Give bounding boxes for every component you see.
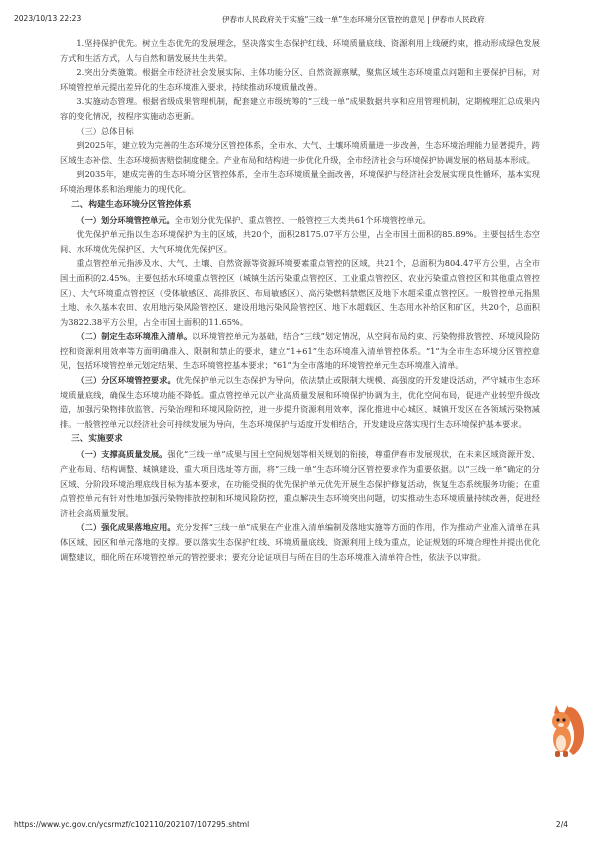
subsection-5	[60, 520, 540, 564]
section-heading-2: 二、构建生态环境分区管控体系	[71, 199, 192, 210]
page-number: 2/4	[555, 820, 568, 829]
section-heading-3: 三、实施要求	[71, 434, 123, 445]
page-title: 伊春市人民政府关于实施“三线一单”生态环境分区管控的意见 | 伊春市人民政府	[222, 15, 485, 24]
subsection-3-text: 优先保护单元以生态保护为导向，依法禁止或限制大规模、高强度的开发建设活动，严守城市生态环境质量底线，确保生态环境功能不降低。重点管控单元以产业高质量发展和环境保护协调为主，优化空间布局，促进产业转型升级改造，加强污染物排放监管、污染治理和环境风险防控，进一步提升资源利用效率，深化推进中心城区、城镇开发区在各领域污染物减排。一般管控单元以经济社会可持续发展为导向，生态环境保护与适度开发相结合，开发建设应落实现行生态环境保护基本要求。	[60, 375, 540, 429]
key-control-paragraph: 重点管控单元指涉及水、大气、土壤、自然资源等资源环境要素重点管控的区域，共21个，总面积为804.47平方公里，占全市国土面积的2.45%。主要包括水环境重点管控区（城镇生活污染重点管控区、工业重点管控区、农业污染重点管控区和其他重点管控区）、大气环境重点管控区（受体敏感区、高排放区、布局敏感区）、高污染燃料禁燃区及地下水超采重点管控区。一般管控单元指黑土地、永久基本农田、农用地污染风险管控区、建设用地污染风险管控区、地下水超载区、生态用水补给区和矿区，共20个，总面积为3822.38平方公里，占全市国土面积的11.65%。	[60, 258, 540, 327]
goal-2025: 到2025年，建立较为完善的生态环境分区管控体系，全市水、大气、土壤环境质量进一步改善，生态环境治理能力显著提升，跨区域生态补偿、生态环境损害赔偿制度健全。产业布局和结构进一步优化升级，全市经济社会与环境保护协调发展的格局基本形成。	[60, 140, 540, 165]
subsection-3-title: （三）分区环境管控要求。	[76, 375, 176, 386]
article-body	[60, 36, 540, 564]
principle-3: 3.实施动态管理。根据省级成果管理机制，配套建立市级统筹的“三线一单”成果数据共享和应用管理机制，定期梳理汇总成果内容的变化情况，按程序实施动态更新。	[60, 96, 540, 121]
subsection-5-title: （二）强化成果落地应用。	[76, 522, 176, 533]
subsection-2-title: （二）制定生态环境准入清单。	[76, 331, 193, 342]
priority-protection-paragraph: 优先保护单元指以生态环境保护为主的区域，共20个，面积28175.07平方公里，占全市国土面积的85.89%。主要包括生态空间、水环境优先保护区、大气环境优先保护区。	[60, 229, 540, 254]
subsection-5-text: 充分发挥“三线一单”成果在产业准入清单编制及落地实施等方面的作用，作为推动产业准入清单在具体区域、园区和单元落地的支撑。要以落实生态保护红线、环境质量底线、资源利用上线为重点，论证规划的环境合理性并提出优化调整建议，细化所在环境管控单元的管控要求；要充分论证项目与所在目的生态环境准入清单符合性，依法予以审批。	[60, 522, 540, 562]
principle-1: 1.坚持保护优先。树立生态优先的发展理念，坚决落实生态保护红线、环境质量底线、资源利用上线硬约束，推动形成绿色发展方式和生活方式，人与自然和谐发展共生共荣。	[60, 38, 540, 63]
principle-2: 2.突出分类施策。根据全市经济社会发展实际、主体功能分区、自然资源禀赋，聚焦区域生态环境重点问题和主要保护目标，对环境管控单元提出差异化的生态环境准入要求，持续推动环境质量改善。	[60, 67, 540, 92]
subsection-1	[60, 213, 540, 228]
goal-2035: 到2035年，建成完善的生态环境分区管控体系，全市生态环境质量全面改善，环境保护与经济社会发展实现良性循环，基本实现环境治理体系和治理能力的现代化。	[60, 169, 540, 194]
subsection-1-title: （一）划分环境管控单元。	[76, 214, 175, 225]
page-url: https://www.yc.gov.cn/ycsrmzf/c102110/202107/107295.shtml	[14, 820, 250, 829]
goal-heading: （三）总体目标	[76, 125, 134, 136]
subsection-1-text: 全市划分优先保护、重点管控、一般管控三大类共61个环境管控单元。	[174, 214, 431, 225]
subsection-3	[60, 373, 540, 431]
subsection-2-text: 以环境管控单元为基础，结合“三线”划定情况，从空间布局约束、污染物排放管控、环境风险防控和资源利用效率等方面明确准入、限制和禁止的要求，建立“1+61”生态环境准入清单管控体系。“1”为全市生态环境分区管控意见，包括环境管控单元划定结果、生态环境管控基本要求；“61”为全市落地的环境管控单元生态环境准入清单。	[60, 331, 540, 371]
subsection-4-text: 强化“三线一单”成果与国土空间规划等相关规划的衔接，尊重伊春市发展现状，在未来区域资源开发、产业布局、结构调整、城镇建设、重大项目选址等方面，将“三线一单”生态环境分区管控要求作为重要依据。以“三线一单”确定的分区域、分阶段环境治理底线目标为基本要求，在功能受损的优先保护单元优先开展生态保护修复活动，恢复生态系统服务功能；在重点管控单元有针对性地加强污染物排放控制和环境风险防控，重点解决生态环境突出问题，切实推动生态环境质量持续改善，促进经济社会高质量发展。	[60, 449, 540, 518]
squirrel-mascot-icon[interactable]	[547, 697, 587, 761]
subsection-2	[60, 329, 540, 373]
print-datetime: 2023/10/13 22:23	[14, 14, 82, 23]
subsection-4	[60, 447, 540, 520]
subsection-4-title: （一）支撑高质量发展。	[76, 449, 168, 460]
